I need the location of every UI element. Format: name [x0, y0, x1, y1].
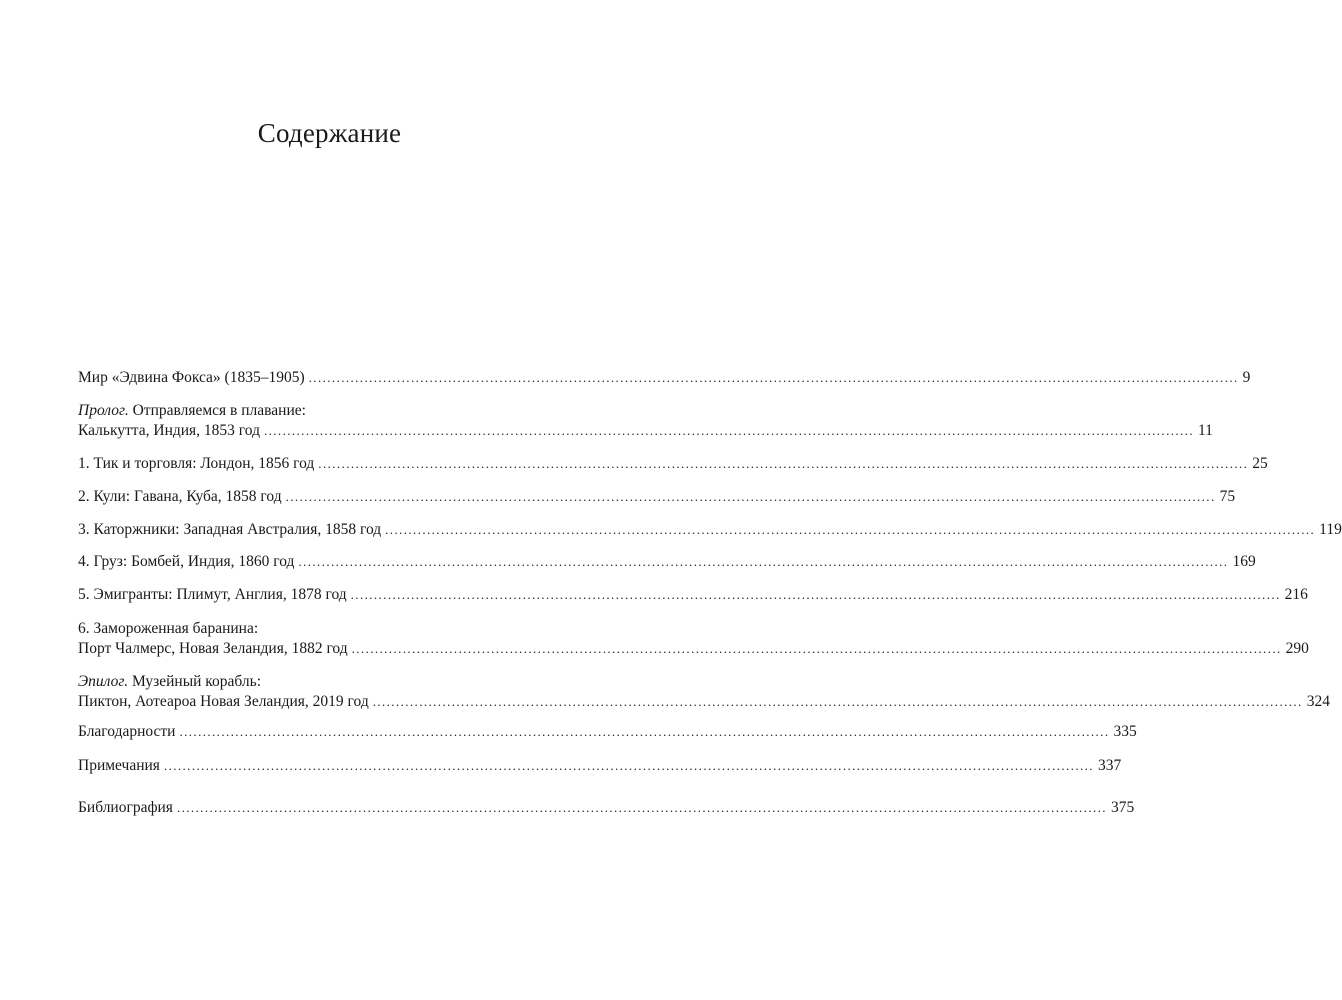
toc-page-number: 119 [1319, 521, 1342, 538]
toc-entry-chapter-3[interactable] [78, 520, 1342, 540]
toc-entry-chapter-2[interactable] [78, 487, 1236, 507]
toc-entry-acknowledgements[interactable] [78, 722, 1137, 742]
toc-entry-epilogue[interactable] [78, 672, 1330, 712]
leader-dots: ........................................................................................................................................................................................................ [318, 456, 1249, 471]
toc-page-number: 11 [1197, 422, 1213, 439]
toc-page-number: 9 [1242, 369, 1251, 386]
toc-entry-text: Мир «Эдвина Фокса» (1835–1905) [78, 369, 305, 386]
toc-entry-notes[interactable] [78, 756, 1122, 776]
toc-entry-heading: 6. Замороженная баранина: [78, 620, 259, 637]
toc-page-number: 324 [1306, 693, 1330, 710]
toc-entry-text: 3. Каторжники: Западная Австралия, 1858 год [78, 521, 382, 538]
leader-dots: ........................................................................................................................................................................................................ [372, 694, 1303, 709]
toc-page-number: 335 [1113, 723, 1137, 740]
toc-entry-chapter-6[interactable] [78, 619, 1309, 659]
toc-entry-prologue[interactable] [78, 401, 1213, 441]
toc-page-number: 25 [1252, 455, 1268, 472]
page-title: Содержание [257, 118, 402, 148]
toc-entry-text: 1. Тик и торговля: Лондон, 1856 год [78, 455, 315, 472]
toc-entry-text: Библиография [78, 799, 173, 816]
toc-entry-text: Примечания [78, 757, 160, 774]
toc-entry-chapter-1[interactable] [78, 454, 1268, 474]
leader-dots: ........................................................................................................................................................................................................ [308, 370, 1239, 385]
toc-entry-text: Благодарности [78, 723, 176, 740]
toc-page-number: 375 [1110, 799, 1135, 816]
toc-page-number: 169 [1232, 553, 1256, 570]
leader-dots: ........................................................................................................................................................................................................ [179, 724, 1110, 739]
toc-entry-bibliography[interactable] [78, 798, 1135, 818]
toc-entry-chapter-4[interactable] [78, 552, 1256, 572]
toc-entry-world[interactable] [78, 368, 1251, 388]
toc-entry-text: 5. Эмигранты: Плимут, Англия, 1878 год [78, 586, 347, 603]
toc-entry-text: Порт Чалмерс, Новая Зеландия, 1882 год [78, 640, 348, 657]
toc-entry-text: Пиктон, Аотеароа Новая Зеландия, 2019 год [78, 693, 369, 710]
leader-dots: ........................................................................................................................................................................................................ [176, 800, 1107, 815]
toc-page-number: 290 [1285, 640, 1309, 657]
leader-dots: ........................................................................................................................................................................................................ [385, 522, 1316, 537]
toc-entry-text: 4. Груз: Бомбей, Индия, 1860 год [78, 553, 295, 570]
leader-dots: ........................................................................................................................................................................................................ [163, 758, 1094, 773]
leader-dots: ........................................................................................................................................................................................................ [263, 423, 1194, 438]
toc-page-number: 75 [1219, 488, 1236, 505]
leader-dots: ........................................................................................................................................................................................................ [298, 554, 1229, 569]
toc-entry-heading: Музейный корабль: [131, 673, 262, 690]
toc-entry-prefix: Эпилог. [78, 673, 129, 690]
toc-entry-chapter-5[interactable] [78, 585, 1308, 605]
leader-dots: ........................................................................................................................................................................................................ [351, 641, 1282, 656]
leader-dots: ........................................................................................................................................................................................................ [350, 587, 1281, 602]
leader-dots: ........................................................................................................................................................................................................ [285, 489, 1216, 504]
toc-entry-text: 2. Кули: Гавана, Куба, 1858 год [78, 488, 282, 505]
toc-page-number: 216 [1284, 586, 1308, 603]
toc-entry-prefix: Пролог. [78, 402, 129, 419]
toc-entry-heading: Отправляемся в плавание: [132, 402, 306, 419]
toc-page-number: 337 [1097, 757, 1122, 774]
toc-entry-text: Калькутта, Индия, 1853 год [78, 422, 260, 439]
